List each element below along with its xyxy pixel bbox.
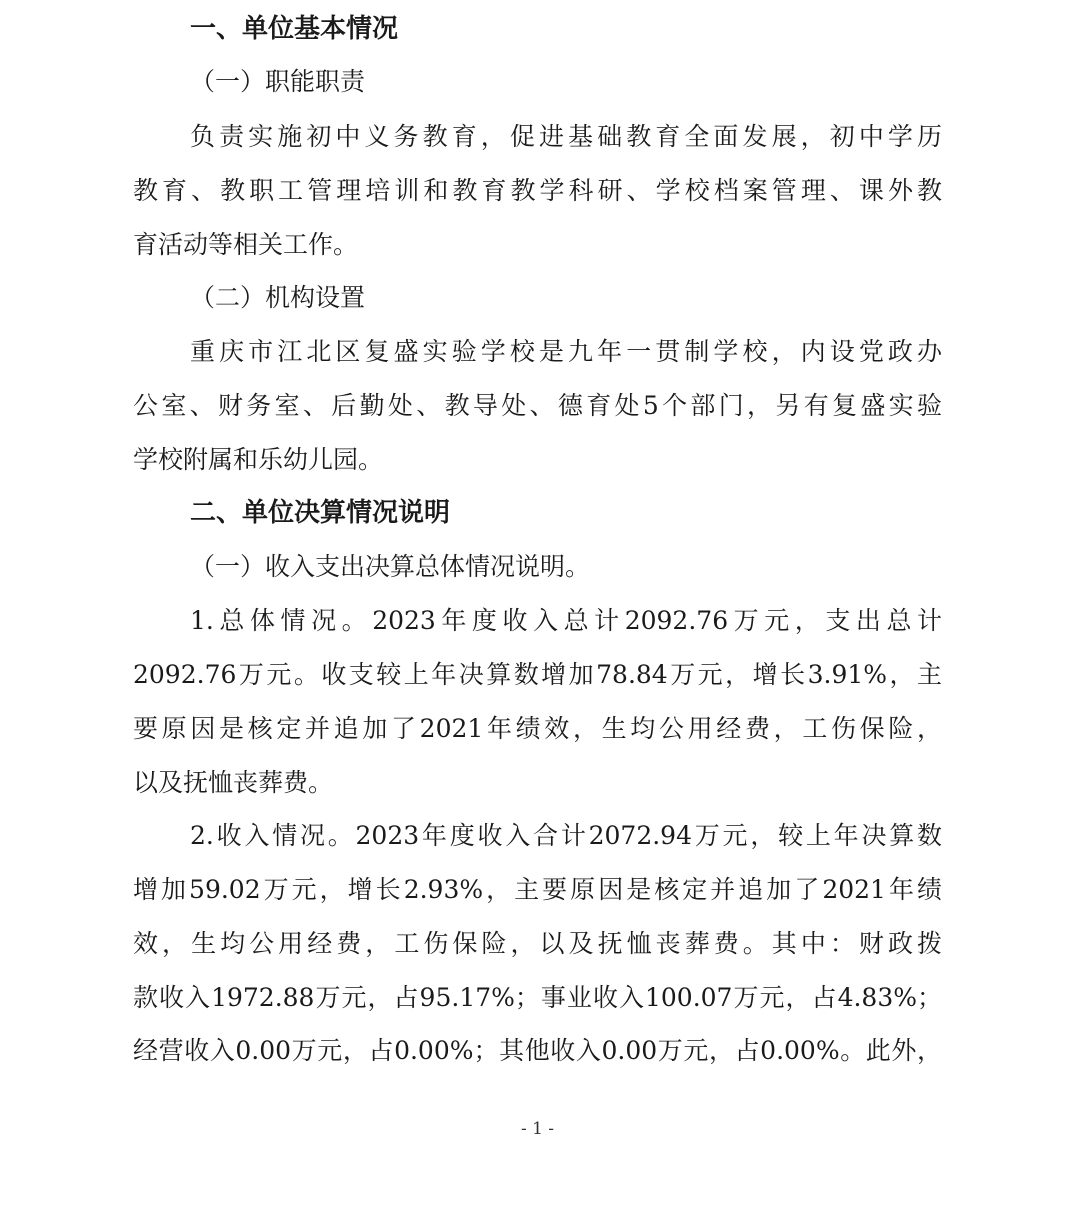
paragraph-line: 教育、教职工管理培训和教育教学科研、学校档案管理、课外教 — [133, 176, 942, 205]
paragraph-line: 增加59.02万元，增长2.93%，主要原因是核定并追加了2021年绩 — [133, 875, 942, 904]
paragraph-line: 经营收入0.00万元，占0.00%；其他收入0.00万元，占0.00%。此外， — [133, 1036, 942, 1065]
paragraph-line: 学校附属和乐幼儿园。 — [133, 445, 384, 474]
section-heading-final-accounts: 二、单位决算情况说明 — [190, 498, 451, 528]
subsection-heading-income-expense: （一）收入支出决算总体情况说明。 — [190, 552, 591, 581]
subsection-heading-organization: （二）机构设置 — [190, 283, 366, 312]
paragraph-line: 负责实施初中义务教育，促进基础教育全面发展，初中学历 — [190, 122, 942, 151]
paragraph-line: 要原因是核定并追加了2021年绩效，生均公用经费，工伤保险， — [133, 714, 942, 743]
section-heading-basic-info: 一、单位基本情况 — [190, 14, 399, 44]
paragraph-line: 以及抚恤丧葬费。 — [133, 768, 334, 797]
paragraph-line: 1.总体情况。2023年度收入总计2092.76万元，支出总计 — [190, 606, 942, 635]
paragraph-line: 款收入1972.88万元，占95.17%；事业收入100.07万元，占4.83%； — [133, 983, 942, 1012]
subsection-heading-functions: （一）职能职责 — [190, 67, 366, 96]
paragraph-line: 2092.76万元。收支较上年决算数增加78.84万元，增长3.91%，主 — [133, 660, 942, 689]
paragraph-line: 重庆市江北区复盛实验学校是九年一贯制学校，内设党政办 — [190, 337, 942, 366]
paragraph-line: 2.收入情况。2023年度收入合计2072.94万元，较上年决算数 — [190, 821, 942, 850]
paragraph-line: 公室、财务室、后勤处、教导处、德育处5个部门，另有复盛实验 — [133, 391, 942, 420]
paragraph-line: 育活动等相关工作。 — [133, 230, 359, 259]
paragraph-line: 效，生均公用经费，工伤保险，以及抚恤丧葬费。其中：财政拨 — [133, 929, 942, 958]
page-number: - 1 - — [520, 1119, 555, 1139]
